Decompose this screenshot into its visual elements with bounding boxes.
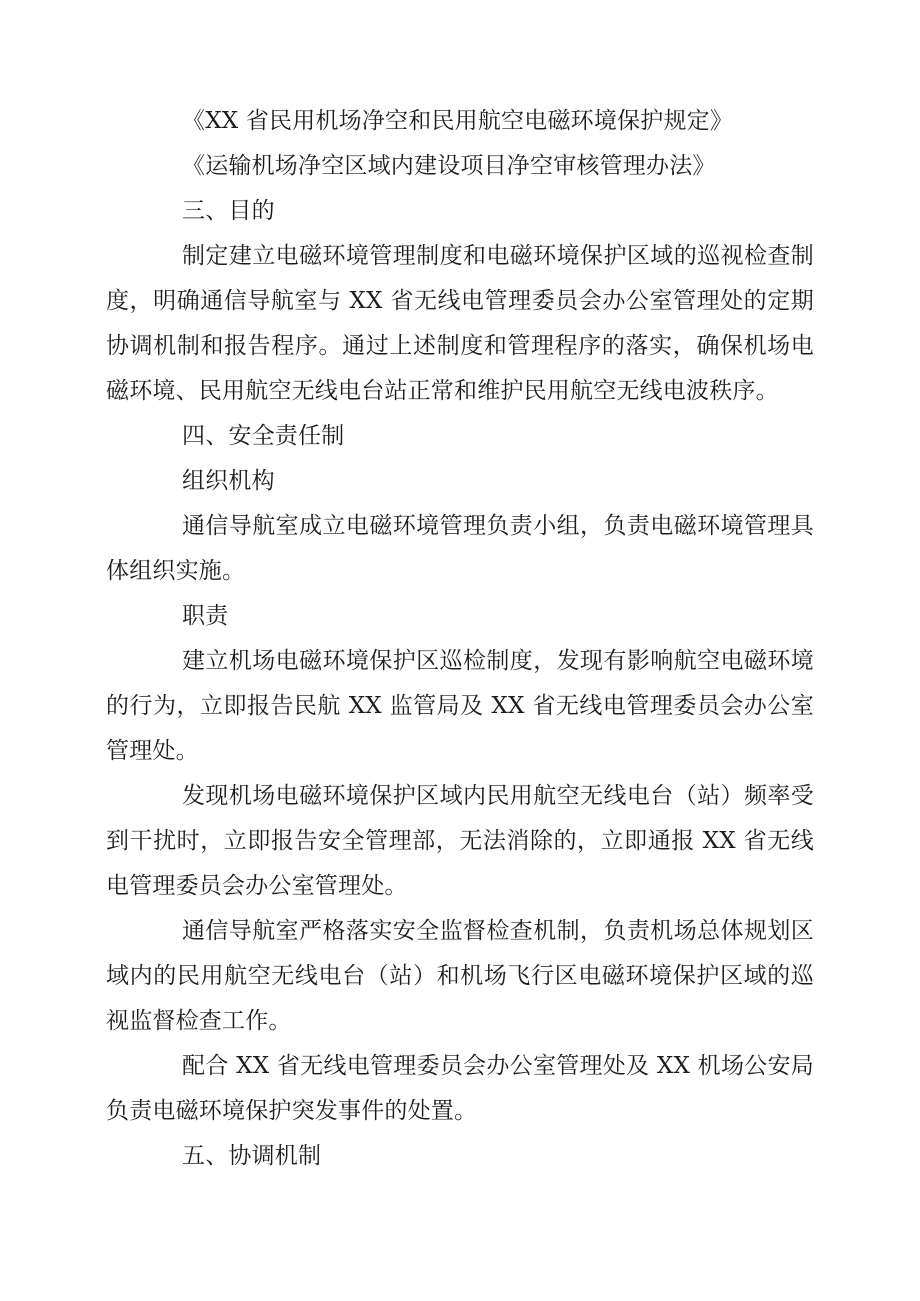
body-paragraph: 通信导航室成立电磁环境管理负责小组，负责电磁环境管理具体组织实施。 [106,513,814,584]
sub-heading: 职责 [182,603,229,629]
body-paragraph: 通信导航室严格落实安全监督检查机制，负责机场总体规划区域内的民用航空无线电台（站）和机场飞行区电磁环境保护区域的巡视监督检查工作。 [106,918,814,1034]
sub-heading: 组织机构 [182,468,275,494]
body-paragraph: 发现机场电磁环境保护区域内民用航空无线电台（站）频率受到干扰时，立即报告安全管理部，无法消除的，立即通报 XX 省无线电管理委员会办公室管理处。 [106,783,814,899]
body-paragraph: 配合 XX 省无线电管理委员会办公室管理处及 XX 机场公安局负责电磁环境保护突发事件的处置。 [106,1053,814,1124]
section-heading: 三、目的 [182,198,275,224]
body-paragraph: 制定建立电磁环境管理制度和电磁环境保护区域的巡视检查制度，明确通信导航室与 XX 省无线电管理委员会办公室管理处的定期协调机制和报告程序。通过上述制度和管理程序的落实，确保机场电磁环境、民用航空无线电台站正常和维护民用航空无线电波秩序。 [106,243,814,404]
section-heading: 五、协调机制 [182,1143,322,1169]
body-paragraph: 建立机场电磁环境保护区巡检制度，发现有影响航空电磁环境的行为，立即报告民航 XX 监管局及 XX 省无线电管理委员会办公室管理处。 [106,648,814,764]
reference-line: 《XX 省民用机场净空和民用航空电磁环境保护规定》 [182,108,734,134]
reference-line: 《运输机场净空区域内建设项目净空审核管理办法》 [182,153,716,179]
section-heading: 四、安全责任制 [182,423,345,449]
